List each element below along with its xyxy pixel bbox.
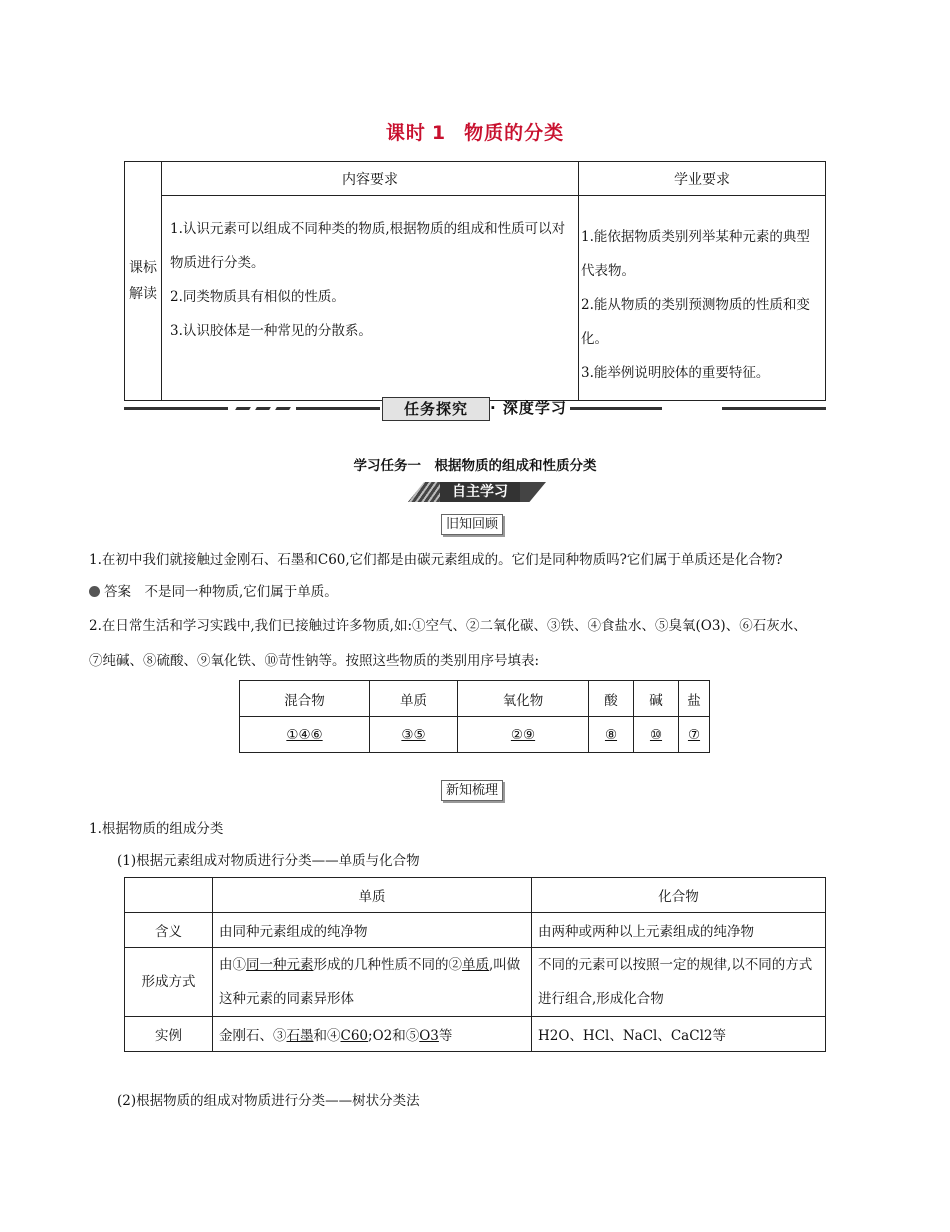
page-title: 课时 1 物质的分类 [385, 122, 565, 144]
content-header: 内容要求 [162, 162, 579, 196]
question-1: 1.在初中我们就接触过金刚石、石墨和C60,它们都是由碳元素组成的。它们是同种物质吗?它们属于单质还是化合物? [89, 552, 783, 568]
header-compound: 化合物 [532, 878, 826, 913]
answer-element: ③⑤ [370, 717, 458, 753]
curriculum-table [124, 161, 826, 401]
new-knowledge-tag: 新知梳理 [441, 780, 503, 801]
answer-base: ⑩ [634, 717, 679, 753]
banner-line [570, 407, 662, 410]
banner-text: · 深度学习 [490, 399, 567, 417]
compound-examples: H2O、HCl、NaCl、CaCl2等 [532, 1017, 826, 1052]
section-2-heading: (2)根据物质的组成对物质进行分类——树状分类法 [117, 1093, 420, 1109]
academic-header: 学业要求 [579, 162, 826, 196]
element-formation: 由①同一种元素形成的几种性质不同的②单质,叫做这种元素的同素异形体 [213, 948, 532, 1017]
compound-meaning: 由两种或两种以上元素组成的纯净物 [532, 913, 826, 948]
badge-label: 自主学习 [440, 482, 520, 502]
question-2-line-2: ⑦纯碱、⑧硫酸、⑨氧化铁、⑩苛性钠等。按照这些物质的类别用序号填表: [89, 653, 540, 669]
answer-acid: ⑧ [589, 717, 634, 753]
header-acid: 酸 [589, 681, 634, 717]
curriculum-side-label: 课标解读 [125, 162, 162, 401]
section-1-heading: 1.根据物质的组成分类 [89, 821, 224, 837]
question-2-line-1: 2.在日常生活和学习实践中,我们已接触过许多物质,如:①空气、②二氧化碳、③铁、④食盐水、⑤臭氧(O3)、⑥石灰水、 [89, 618, 807, 634]
element-compound-table [124, 877, 826, 1052]
answer-salt: ⑦ [679, 717, 710, 753]
section-1a-heading: (1)根据元素组成对物质进行分类——单质与化合物 [117, 853, 420, 869]
banner-dash [275, 407, 291, 410]
header-oxide: 氧化物 [458, 681, 589, 717]
header-element: 单质 [370, 681, 458, 717]
answer-oxide: ②⑨ [458, 717, 589, 753]
compound-formation: 不同的元素可以按照一定的规律,以不同的方式进行组合,形成化合物 [532, 948, 826, 1017]
answer-icon [89, 586, 100, 597]
corner-cell [125, 878, 213, 913]
academic-requirements: 1.能依据物质类别列举某种元素的典型代表物。 2.能从物质的类别预测物质的性质和变化。 3.能举例说明胶体的重要特征。 [579, 196, 826, 401]
banner-line [296, 407, 380, 410]
header-mixture: 混合物 [240, 681, 370, 717]
task-title: 学习任务一 根据物质的组成和性质分类 [353, 458, 597, 474]
row-label-example: 实例 [125, 1017, 213, 1052]
answer-1: 答案 不是同一种物质,它们属于单质。 [89, 580, 338, 600]
answer-mixture: ①④⑥ [240, 717, 370, 753]
review-tag: 旧知回顾 [441, 514, 503, 535]
header-salt: 盐 [679, 681, 710, 717]
header-base: 碱 [634, 681, 679, 717]
header-element: 单质 [213, 878, 532, 913]
banner-dash [235, 407, 251, 410]
content-requirements: 1.认识元素可以组成不同种类的物质,根据物质的组成和性质可以对物质进行分类。 2.同类物质具有相似的性质。 3.认识胶体是一种常见的分散系。 [162, 196, 579, 401]
banner-line [722, 407, 826, 410]
banner-box: 任务探究 [382, 397, 490, 421]
element-examples: 金刚石、③石墨和④C60;O2和⑤O3等 [213, 1017, 532, 1052]
section-banner [124, 397, 826, 419]
classification-table [239, 680, 710, 753]
banner-line [124, 407, 228, 410]
banner-dash [255, 407, 271, 410]
element-meaning: 由同种元素组成的纯净物 [213, 913, 532, 948]
row-label-formation: 形成方式 [125, 948, 213, 1017]
self-study-badge [408, 482, 546, 502]
row-label-meaning: 含义 [125, 913, 213, 948]
